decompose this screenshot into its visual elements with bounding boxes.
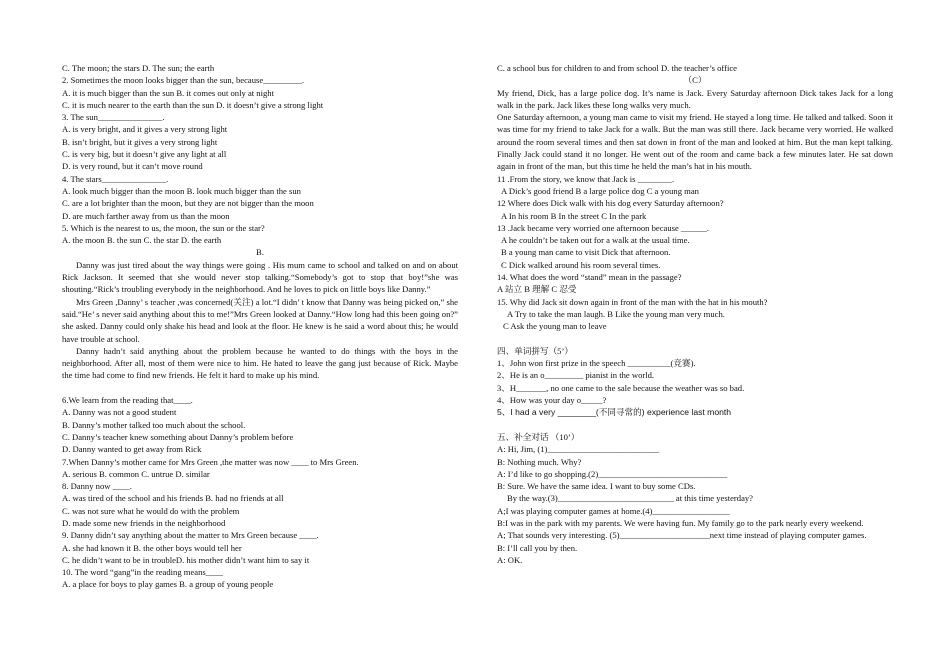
question-5: 5. Which is the nearest to us, the moon, the sun or the star? <box>62 222 265 233</box>
q13-option-a: A he couldn’t be taken out for a walk at the usual time. <box>501 235 690 246</box>
section-4-title: 四、单词拼写（5’） <box>497 345 573 356</box>
q2-options-cd: C. it is much nearer to the earth than the sun D. it doesn’t give a strong light <box>62 99 324 110</box>
word-spelling-5: 5、I had a very ________(不同寻常的) experience last month <box>497 407 732 418</box>
q8-option-d: D. made some new friends in the neighborhood <box>62 517 226 528</box>
section-b-heading: B. <box>256 247 264 258</box>
q14-options: A 站立 B 理解 C 忍受 <box>497 284 577 295</box>
q6-option-b: B. Danny’s mother talked too much about the school. <box>62 419 246 430</box>
question-15: 15. Why did Jack sit down again in front of the man with the hat in his mouth? <box>497 296 768 307</box>
question-3: 3. The sun_______________. <box>62 112 165 123</box>
question-9: 9. Danny didn’t say anything about the matter to Mrs Green because ____. <box>62 530 319 541</box>
q4-option-d: D. are much farther away from us than the moon <box>62 210 230 221</box>
q8-options-ab: A. was tired of the school and his friends B. had no friends at all <box>62 493 284 504</box>
q6-option-a: A. Danny was not a good student <box>62 407 177 418</box>
right-column <box>497 62 893 566</box>
q9-options-cd: C. he didn’t want to be in troubleD. his mother didn’t want him to say it <box>62 554 310 565</box>
question-2: 2. Sometimes the moon looks bigger than the sun, because_________. <box>62 75 305 86</box>
passage-b-paragraph-3: Danny hadn’t said anything about the problem because he wanted to do things with the boys in the neighborhood. After all, most of them were nice to him. He hated to leave the gang just because of Rick. Maybe the time had come to find new friends. He felt it hard to make up his mind. <box>62 345 458 381</box>
question-11: 11 .From the story, we know that Jack is ________. <box>497 173 675 184</box>
question-10: 10. The word “gang”in the reading means____ <box>62 567 223 578</box>
q15-option-c: C Ask the young man to leave <box>503 321 607 332</box>
dialogue-line-7: B:I was in the park with my parents. We were having fun. My family go to the park nearly every weekend. <box>497 517 864 528</box>
word-spelling-2: 2、He is an o_________ pianist in the world. <box>497 370 655 381</box>
word-spelling-1: 1、John won first prize in the speech __________(竞赛). <box>497 358 696 369</box>
spacer <box>62 382 458 394</box>
q3-option-a: A. is very bright, and it gives a very strong light <box>62 124 228 135</box>
dialogue-line-1: A: Hi, Jim, (1)__________________________ <box>497 444 660 455</box>
q5-options: A. the moon B. the sun C. the star D. the earth <box>62 235 222 246</box>
q13-option-b: B a young man came to visit Dick that afternoon. <box>501 247 671 258</box>
passage-b-paragraph-1: Danny was just tired about the way things were going . His mum came to school and talked on and on about Rick Jackson. It seemed that she would never stop talking.“Somebody’s got to stop that boy!”she was shouting.“Rick’s troubling everybody in the neighborhood. And he loves to pick on little boys like Danny.” <box>62 259 458 295</box>
dialogue-line-9: B: I’ll call you by then. <box>497 542 578 553</box>
question-7: 7.When Danny’s mother came for Mrs Green ,the matter was now ____ to Mrs Green. <box>62 456 359 467</box>
question-4: 4. The stars_______________. <box>62 173 169 184</box>
q4-option-c: C. are a lot brighter than the moon, but they are not bigger than the moon <box>62 198 314 209</box>
spacer <box>497 333 893 345</box>
question-12: 12 Where does Dick walk with his dog every Saturday afternoon? <box>497 198 724 209</box>
passage-c-paragraph-2: One Saturday afternoon, a young man came to visit my friend. He stayed a long time. He talked and talked. Soon it was time for my friend to take Jack for a walk. But the man was still there. Jack became very worried. He walked around the room several times and then sat down in front of the man and looked at him. But the man kept talking. Finally Jack could stand it no longer. He went out of the room and came back a few minutes later. He sat down again in front of the man, but this time he held the man’s hat in his mouth. <box>497 112 893 172</box>
section-c-heading: （C） <box>683 75 707 86</box>
dialogue-line-5: By the way.(3)___________________________ at this time yesterday? <box>507 493 753 504</box>
q8-option-c: C. was not sure what he would do with the problem <box>62 505 240 516</box>
q11-options: A Dick’s good friend B a large police dog C a young man <box>501 185 699 196</box>
q13-option-c: C Dick walked around his room several times. <box>501 259 661 270</box>
q3-option-b: B. isn’t bright, but it gives a very strong light <box>62 136 218 147</box>
question-8: 8. Danny now ____. <box>62 481 132 492</box>
q10-options-ab: A. a place for boys to play games B. a group of young people <box>62 579 274 590</box>
q6-option-c: C. Danny’s teacher knew something about Danny’s problem before <box>62 431 294 442</box>
dialogue-line-2: B: Nothing much. Why? <box>497 456 582 467</box>
dialogue-line-8: A; That sounds very interesting. (5)_____________________next time instead of playing computer games. <box>497 530 867 541</box>
q7-options: A. serious B. common C. untrue D. similar <box>62 468 210 479</box>
question-13: 13 .Jack became very worried one afternoon because ______. <box>497 222 709 233</box>
q4-options-ab: A. look much bigger than the moon B. look much bigger than the sun <box>62 185 301 196</box>
q3-option-d: D. is very round, but it can’t move round <box>62 161 203 172</box>
dialogue-line-3: A: I’d like to go shopping.(2)______________________________ <box>497 468 728 479</box>
question-14: 14. What does the word “stand” mean in the passage? <box>497 272 682 283</box>
dialogue-line-10: A: OK. <box>497 554 523 565</box>
q9-options-ab: A. she had known it B. the other boys would tell her <box>62 542 242 553</box>
dialogue-line-4: B: Sure. We have the same idea. I want to buy some CDs. <box>497 481 696 492</box>
q6-option-d: D. Danny wanted to get away from Rick <box>62 444 202 455</box>
section-5-title: 五、补全对话 （10’） <box>497 431 580 442</box>
q12-options: A In his room B In the street C In the park <box>501 210 647 221</box>
passage-c-paragraph-1: My friend, Dick, has a large police dog. It’s name is Jack. Every Saturday afternoon Dick takes Jack for a long walk in the park. Jack likes these long walks very much. <box>497 87 893 110</box>
q15-options-ab: A Try to take the man laugh. B Like the young man very much. <box>507 308 725 319</box>
word-spelling-3: 3、H_______, no one came to the sale because the weather was so bad. <box>497 382 745 393</box>
passage-b-paragraph-2: Mrs Green ,Danny’ s teacher ,was concerned(关注) a lot.“I didn’ t know that Danny was being picked on,” she said.“He’ s never said anything about this to me!”Mrs Green looked at Danny.“How long had this been going on?” she asked. Danny could only shake his head and look at the floor. He knew is he said a word about this; he would have trouble at school. <box>62 296 458 344</box>
q1-options-cd: C. The moon; the stars D. The sun; the earth <box>62 63 215 73</box>
word-spelling-4: 4、How was your day o_____? <box>497 395 607 406</box>
q3-option-c: C. is very big, but it doesn’t give any light at all <box>62 149 227 160</box>
spacer <box>497 419 893 431</box>
dialogue-line-6: A;I was playing computer games at home.(4)__________________ <box>497 505 730 516</box>
left-column <box>62 62 458 591</box>
question-6: 6.We learn from the reading that____. <box>62 395 193 406</box>
q10-options-cd: C. a school bus for children to and from school D. the teacher’s office <box>497 63 737 73</box>
q2-options-ab: A. it is much bigger than the sun B. it comes out only at night <box>62 87 274 98</box>
